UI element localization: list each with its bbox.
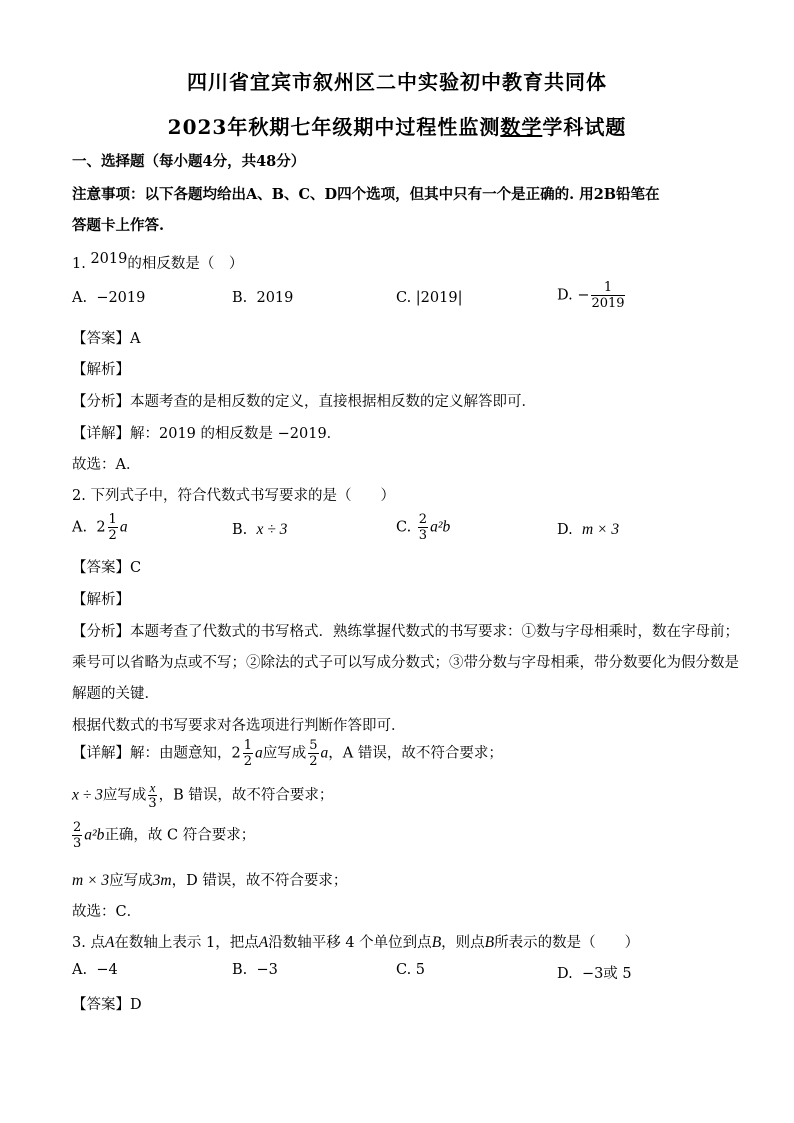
option-value: |2019| — [415, 290, 463, 306]
fraction-numerator: x — [149, 780, 156, 795]
q2-detail-line3 — [72, 820, 255, 851]
q2-choose: 故选：C． — [72, 904, 142, 920]
fraction-denominator: 2 — [309, 754, 318, 769]
title-part-c: 学科试题 — [542, 115, 627, 139]
q1-value: 2019 — [90, 251, 128, 267]
q1-stem-text: 的相反数是（ ） — [127, 256, 244, 272]
mixed-whole: 2 — [96, 519, 106, 536]
q1-analysis: 【分析】本题考查的是相反数的定义，直接根据相反数的定义解答即可． — [72, 394, 536, 410]
detail-mid: 应写成 — [262, 745, 307, 762]
q2-option-a — [72, 512, 128, 543]
point-label: B — [431, 934, 442, 951]
q2-detail-line4 — [72, 869, 347, 890]
q3-option-b — [232, 962, 278, 978]
q3-option-c: C. 5 — [396, 962, 426, 978]
q2-option-b — [232, 521, 287, 539]
q1-answer: 【答案】A — [72, 331, 141, 347]
q1-number: 1. — [72, 256, 86, 272]
q2-stem: 2. 下列式子中，符合代数式书写要求的是（ ） — [72, 488, 395, 504]
note-line-2: 答题卡上作答. — [72, 217, 165, 234]
fraction-denominator: 2 — [108, 528, 117, 543]
q3-option-a — [72, 962, 118, 978]
q1-choose: 故选：A． — [72, 457, 141, 473]
option-value: m × 3 — [581, 521, 620, 538]
detail-mid: 应写成 — [102, 787, 147, 804]
variable: a²b — [430, 518, 451, 536]
fraction-numerator: 2 — [73, 820, 82, 835]
fraction — [418, 512, 428, 543]
fraction — [308, 738, 318, 769]
detail-mid: 应写成 — [109, 873, 153, 889]
stem-part: 沿数轴平移 4 个单位到点 — [268, 935, 432, 951]
q2-option-d — [557, 521, 619, 539]
variable: a — [320, 744, 329, 762]
fraction-denominator: 3 — [418, 528, 428, 543]
exam-title-line1: 四川省宜宾市叙州区二中实验初中教育共同体 — [187, 70, 607, 94]
option-label: B. — [232, 962, 248, 978]
option-value: 2019 — [256, 290, 294, 306]
stem-part: 所表示的数是（ ） — [494, 935, 640, 951]
q3-option-d — [557, 962, 632, 983]
option-label: C. — [396, 519, 412, 536]
option-label: D. — [557, 522, 573, 538]
title-subject: 数学 — [500, 115, 543, 139]
q2-detail-line2 — [72, 780, 333, 811]
option-label: D. — [557, 287, 573, 304]
option-value: −3 — [256, 962, 278, 978]
q1-option-c — [396, 290, 462, 306]
fraction-numerator: 1 — [108, 512, 117, 527]
q1-option-b — [232, 290, 293, 306]
q1-option-a — [72, 290, 145, 306]
stem-part: 在数轴上表示 1，把点 — [114, 935, 259, 951]
q2-analysis-line1: 【分析】本题考查了代数式的书写格式．熟练掌握代数式的书写要求：①数与字母相乘时，数在字母前； — [72, 624, 739, 640]
detail-suffix: ，D 错误，故不符合要求； — [171, 873, 348, 889]
q1-detail: 【详解】解：2019 的相反数是 −2019． — [72, 426, 342, 442]
stem-part: 3. 点 — [72, 935, 105, 951]
q2-detail-line1 — [72, 738, 503, 769]
stem-part: ，则点 — [441, 935, 485, 951]
detail-prefix: 【详解】解：由题意知， — [72, 745, 232, 762]
option-label: C. — [396, 290, 412, 306]
variable: a — [119, 518, 128, 536]
point-label: A — [104, 934, 115, 951]
option-label: B. — [232, 290, 248, 306]
variable: a — [255, 744, 263, 762]
fraction — [591, 280, 624, 311]
fraction — [243, 738, 253, 769]
point-label: A — [258, 934, 269, 951]
option-label: D. — [557, 966, 573, 982]
q3-stem — [72, 931, 639, 952]
fraction — [148, 780, 156, 811]
option-value: −3或 5 — [581, 966, 632, 982]
point-label: B — [484, 934, 495, 951]
mixed-whole: 2 — [231, 745, 241, 762]
option-value: −4 — [96, 962, 118, 978]
expression: 3m — [152, 872, 172, 889]
expression: m × 3 — [72, 872, 110, 889]
section-heading: 一、选择题（每小题4分，共48分） — [72, 153, 306, 170]
detail-suffix: ，B 错误，故不符合要求； — [158, 787, 334, 804]
q1-analysis-tag: 【解析】 — [72, 362, 130, 378]
fraction-denominator: 3 — [73, 836, 82, 851]
option-label: A. — [72, 290, 88, 306]
detail-suffix: ，A 错误，故不符合要求； — [328, 745, 503, 762]
fraction-denominator: 3 — [148, 796, 157, 811]
option-value: x ÷ 3 — [256, 521, 288, 538]
q2-analysis-line2: 乘号可以省略为点或不写；②除法的式子可以写成分数式；③带分数与字母相乘，带分数要化为假分数是 — [72, 655, 739, 671]
exam-title-line2 — [0, 111, 794, 140]
q2-analysis-line3: 解题的关键． — [72, 686, 159, 702]
option-label: B. — [232, 522, 248, 538]
fraction-numerator: 5 — [309, 738, 318, 753]
title-part-a: 2023年秋期七年级期中过程性监测 — [167, 115, 501, 139]
q1-stem — [72, 252, 243, 273]
expression: x ÷ 3 — [72, 786, 103, 804]
detail-suffix: 正确，故 C 符合要求； — [104, 827, 256, 844]
variable: a²b — [84, 826, 105, 844]
fraction — [72, 820, 82, 851]
q2-analysis-line4: 根据代数式的书写要求对各选项进行判断作答即可． — [72, 718, 406, 734]
q1-option-d — [557, 280, 627, 311]
option-label: A. — [72, 962, 88, 978]
fraction-numerator: 1 — [591, 280, 624, 296]
q2-analysis-tag: 【解析】 — [72, 592, 130, 608]
option-value: −2019 — [96, 290, 146, 306]
fraction-numerator: 1 — [243, 738, 253, 753]
fraction-numerator: 2 — [418, 512, 428, 527]
fraction-denominator: 2019 — [591, 296, 625, 311]
q3-answer: 【答案】D — [72, 997, 142, 1013]
option-label: A. — [72, 519, 88, 536]
q2-option-c — [396, 512, 450, 543]
q2-answer: 【答案】C — [72, 560, 142, 576]
option-sign: − — [577, 287, 590, 304]
fraction — [108, 512, 118, 543]
fraction-denominator: 2 — [243, 754, 253, 769]
note-line-1: 注意事项：以下各题均给出A、B、C、D四个选项，但其中只有一个是正确的. 用2B铅笔在 — [72, 186, 660, 203]
